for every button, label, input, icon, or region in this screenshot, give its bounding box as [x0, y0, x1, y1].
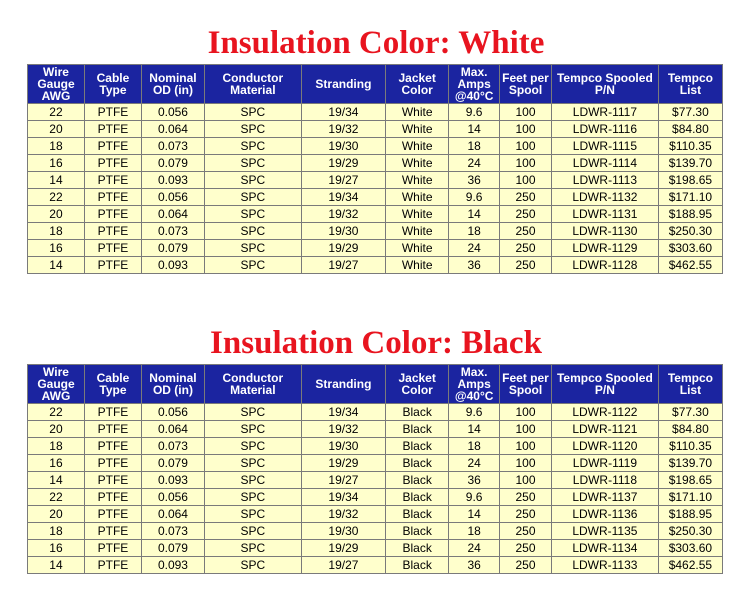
cell-cable-type: PTFE	[85, 138, 141, 154]
cell-nominal-od: 0.064	[142, 206, 204, 222]
cell-list-price: $171.10	[659, 189, 722, 205]
table-row	[28, 240, 722, 256]
header-row	[28, 365, 722, 403]
cell-max-amps: 9.6	[449, 404, 499, 420]
header-nominal-od: Nominal OD (in)	[142, 65, 204, 103]
header-conductor-material: Conductor Material	[205, 65, 301, 103]
section-black-insulation	[0, 322, 752, 572]
cell-cable-type: PTFE	[85, 540, 141, 556]
cell-cable-type: PTFE	[85, 523, 141, 539]
cell-list-price: $250.30	[659, 223, 722, 239]
cell-nominal-od: 0.079	[142, 455, 204, 471]
cell-max-amps: 24	[449, 455, 499, 471]
cell-feet-per-spool: 250	[500, 540, 551, 556]
cell-wire-gauge: 22	[28, 104, 84, 120]
cell-feet-per-spool: 100	[500, 155, 551, 171]
cell-jacket-color: Black	[386, 506, 448, 522]
cell-jacket-color: Black	[386, 540, 448, 556]
table-row	[28, 223, 722, 239]
cell-nominal-od: 0.056	[142, 104, 204, 120]
cell-stranding: 19/29	[302, 155, 385, 171]
cell-nominal-od: 0.093	[142, 257, 204, 273]
cell-cable-type: PTFE	[85, 104, 141, 120]
cell-stranding: 19/30	[302, 523, 385, 539]
cell-stranding: 19/30	[302, 438, 385, 454]
cell-wire-gauge: 16	[28, 155, 84, 171]
cell-max-amps: 36	[449, 557, 499, 573]
cell-stranding: 19/27	[302, 557, 385, 573]
cell-nominal-od: 0.073	[142, 523, 204, 539]
table-row	[28, 438, 722, 454]
wire-spec-table-white	[27, 64, 723, 274]
cell-max-amps: 18	[449, 438, 499, 454]
cell-wire-gauge: 20	[28, 506, 84, 522]
cell-spooled-pn: LDWR-1115	[552, 138, 658, 154]
cell-jacket-color: White	[386, 155, 448, 171]
cell-wire-gauge: 14	[28, 172, 84, 188]
cell-feet-per-spool: 250	[500, 240, 551, 256]
cell-nominal-od: 0.056	[142, 189, 204, 205]
cell-stranding: 19/34	[302, 104, 385, 120]
table-body-black	[28, 404, 722, 573]
cell-wire-gauge: 20	[28, 421, 84, 437]
cell-list-price: $84.80	[659, 421, 722, 437]
cell-wire-gauge: 22	[28, 404, 84, 420]
cell-list-price: $188.95	[659, 206, 722, 222]
cell-jacket-color: White	[386, 257, 448, 273]
cell-cable-type: PTFE	[85, 240, 141, 256]
header-nominal-od: Nominal OD (in)	[142, 365, 204, 403]
table-row	[28, 506, 722, 522]
cell-max-amps: 9.6	[449, 189, 499, 205]
cell-nominal-od: 0.064	[142, 121, 204, 137]
cell-feet-per-spool: 250	[500, 189, 551, 205]
cell-max-amps: 14	[449, 206, 499, 222]
cell-cable-type: PTFE	[85, 421, 141, 437]
cell-list-price: $462.55	[659, 557, 722, 573]
cell-max-amps: 9.6	[449, 104, 499, 120]
cell-cable-type: PTFE	[85, 121, 141, 137]
cell-wire-gauge: 18	[28, 138, 84, 154]
cell-nominal-od: 0.056	[142, 404, 204, 420]
cell-stranding: 19/30	[302, 138, 385, 154]
header-wire-gauge: Wire Gauge AWG	[28, 65, 84, 103]
table-row	[28, 404, 722, 420]
cell-feet-per-spool: 250	[500, 489, 551, 505]
header-spooled-pn: Tempco Spooled P/N	[552, 365, 658, 403]
cell-list-price: $77.30	[659, 404, 722, 420]
cell-wire-gauge: 22	[28, 189, 84, 205]
cell-max-amps: 18	[449, 138, 499, 154]
table-row	[28, 172, 722, 188]
cell-spooled-pn: LDWR-1122	[552, 404, 658, 420]
cell-feet-per-spool: 100	[500, 172, 551, 188]
cell-nominal-od: 0.073	[142, 138, 204, 154]
cell-conductor-material: SPC	[205, 104, 301, 120]
cell-spooled-pn: LDWR-1113	[552, 172, 658, 188]
cell-cable-type: PTFE	[85, 472, 141, 488]
cell-nominal-od: 0.056	[142, 489, 204, 505]
cell-conductor-material: SPC	[205, 121, 301, 137]
table-row	[28, 540, 722, 556]
cell-conductor-material: SPC	[205, 138, 301, 154]
cell-conductor-material: SPC	[205, 257, 301, 273]
cell-cable-type: PTFE	[85, 455, 141, 471]
cell-max-amps: 14	[449, 506, 499, 522]
table-row	[28, 489, 722, 505]
cell-feet-per-spool: 250	[500, 223, 551, 239]
table-header-row	[28, 65, 722, 103]
cell-conductor-material: SPC	[205, 404, 301, 420]
header-stranding: Stranding	[302, 365, 385, 403]
cell-nominal-od: 0.073	[142, 223, 204, 239]
table-row	[28, 557, 722, 573]
header-cable-type: Cable Type	[85, 365, 141, 403]
cell-feet-per-spool: 100	[500, 121, 551, 137]
cell-max-amps: 24	[449, 240, 499, 256]
cell-wire-gauge: 16	[28, 540, 84, 556]
cell-cable-type: PTFE	[85, 172, 141, 188]
cell-list-price: $462.55	[659, 257, 722, 273]
cell-cable-type: PTFE	[85, 257, 141, 273]
cell-nominal-od: 0.079	[142, 240, 204, 256]
cell-spooled-pn: LDWR-1137	[552, 489, 658, 505]
cell-feet-per-spool: 250	[500, 206, 551, 222]
header-stranding: Stranding	[302, 65, 385, 103]
cell-conductor-material: SPC	[205, 223, 301, 239]
cell-conductor-material: SPC	[205, 557, 301, 573]
cell-jacket-color: White	[386, 206, 448, 222]
cell-max-amps: 14	[449, 121, 499, 137]
cell-feet-per-spool: 100	[500, 472, 551, 488]
cell-spooled-pn: LDWR-1114	[552, 155, 658, 171]
table-row	[28, 523, 722, 539]
header-max-amps: Max. Amps @40°C	[449, 365, 499, 403]
cell-feet-per-spool: 250	[500, 523, 551, 539]
cell-cable-type: PTFE	[85, 506, 141, 522]
cell-list-price: $303.60	[659, 240, 722, 256]
cell-spooled-pn: LDWR-1120	[552, 438, 658, 454]
cell-stranding: 19/34	[302, 489, 385, 505]
cell-conductor-material: SPC	[205, 189, 301, 205]
cell-max-amps: 18	[449, 523, 499, 539]
section-title-black: Insulation Color: Black	[210, 325, 542, 361]
cell-list-price: $171.10	[659, 489, 722, 505]
cell-max-amps: 14	[449, 421, 499, 437]
table-row	[28, 206, 722, 222]
cell-list-price: $188.95	[659, 506, 722, 522]
cell-nominal-od: 0.093	[142, 557, 204, 573]
cell-wire-gauge: 20	[28, 121, 84, 137]
cell-spooled-pn: LDWR-1116	[552, 121, 658, 137]
cell-jacket-color: Black	[386, 523, 448, 539]
cell-list-price: $198.65	[659, 472, 722, 488]
cell-jacket-color: Black	[386, 455, 448, 471]
cell-spooled-pn: LDWR-1131	[552, 206, 658, 222]
cell-spooled-pn: LDWR-1119	[552, 455, 658, 471]
cell-max-amps: 9.6	[449, 489, 499, 505]
cell-feet-per-spool: 100	[500, 138, 551, 154]
cell-nominal-od: 0.093	[142, 172, 204, 188]
cell-conductor-material: SPC	[205, 472, 301, 488]
header-list-price: Tempco List	[659, 65, 722, 103]
cell-nominal-od: 0.079	[142, 540, 204, 556]
cell-conductor-material: SPC	[205, 506, 301, 522]
cell-max-amps: 36	[449, 257, 499, 273]
cell-list-price: $139.70	[659, 155, 722, 171]
cell-wire-gauge: 20	[28, 206, 84, 222]
cell-max-amps: 36	[449, 172, 499, 188]
wire-spec-table-black	[27, 364, 723, 574]
cell-stranding: 19/29	[302, 240, 385, 256]
cell-spooled-pn: LDWR-1129	[552, 240, 658, 256]
cell-jacket-color: Black	[386, 438, 448, 454]
table-row	[28, 104, 722, 120]
cell-jacket-color: White	[386, 223, 448, 239]
cell-conductor-material: SPC	[205, 206, 301, 222]
cell-nominal-od: 0.093	[142, 472, 204, 488]
cell-stranding: 19/32	[302, 121, 385, 137]
cell-conductor-material: SPC	[205, 172, 301, 188]
table-row	[28, 455, 722, 471]
cell-nominal-od: 0.064	[142, 421, 204, 437]
cell-list-price: $110.35	[659, 438, 722, 454]
cell-jacket-color: White	[386, 104, 448, 120]
table-row	[28, 189, 722, 205]
cell-list-price: $77.30	[659, 104, 722, 120]
cell-stranding: 19/27	[302, 172, 385, 188]
cell-jacket-color: White	[386, 138, 448, 154]
cell-feet-per-spool: 100	[500, 404, 551, 420]
header-wire-gauge: Wire Gauge AWG	[28, 365, 84, 403]
cell-cable-type: PTFE	[85, 438, 141, 454]
header-feet-per-spool: Feet per Spool	[500, 65, 551, 103]
cell-jacket-color: Black	[386, 472, 448, 488]
cell-feet-per-spool: 100	[500, 421, 551, 437]
cell-list-price: $139.70	[659, 455, 722, 471]
table-body-white	[28, 104, 722, 273]
cell-conductor-material: SPC	[205, 523, 301, 539]
header-jacket-color: Jacket Color	[386, 65, 448, 103]
table-row	[28, 257, 722, 273]
cell-jacket-color: White	[386, 172, 448, 188]
table-row	[28, 138, 722, 154]
cell-jacket-color: White	[386, 189, 448, 205]
cell-conductor-material: SPC	[205, 455, 301, 471]
cell-stranding: 19/32	[302, 506, 385, 522]
cell-nominal-od: 0.079	[142, 155, 204, 171]
cell-feet-per-spool: 100	[500, 438, 551, 454]
cell-jacket-color: White	[386, 240, 448, 256]
cell-conductor-material: SPC	[205, 489, 301, 505]
cell-conductor-material: SPC	[205, 421, 301, 437]
table-row	[28, 121, 722, 137]
cell-stranding: 19/30	[302, 223, 385, 239]
header-max-amps: Max. Amps @40°C	[449, 65, 499, 103]
cell-wire-gauge: 18	[28, 223, 84, 239]
cell-wire-gauge: 14	[28, 557, 84, 573]
cell-nominal-od: 0.064	[142, 506, 204, 522]
cell-spooled-pn: LDWR-1130	[552, 223, 658, 239]
cell-cable-type: PTFE	[85, 223, 141, 239]
header-row	[28, 65, 722, 103]
table-row	[28, 421, 722, 437]
cell-wire-gauge: 18	[28, 438, 84, 454]
cell-cable-type: PTFE	[85, 557, 141, 573]
cell-feet-per-spool: 100	[500, 104, 551, 120]
cell-max-amps: 24	[449, 155, 499, 171]
cell-spooled-pn: LDWR-1117	[552, 104, 658, 120]
cell-stranding: 19/34	[302, 404, 385, 420]
cell-spooled-pn: LDWR-1132	[552, 189, 658, 205]
cell-stranding: 19/29	[302, 540, 385, 556]
cell-wire-gauge: 22	[28, 489, 84, 505]
cell-cable-type: PTFE	[85, 489, 141, 505]
header-cable-type: Cable Type	[85, 65, 141, 103]
header-conductor-material: Conductor Material	[205, 365, 301, 403]
cell-stranding: 19/27	[302, 472, 385, 488]
cell-list-price: $110.35	[659, 138, 722, 154]
table-row	[28, 155, 722, 171]
cell-feet-per-spool: 250	[500, 506, 551, 522]
cell-max-amps: 18	[449, 223, 499, 239]
cell-stranding: 19/34	[302, 189, 385, 205]
cell-spooled-pn: LDWR-1136	[552, 506, 658, 522]
cell-stranding: 19/29	[302, 455, 385, 471]
cell-max-amps: 24	[449, 540, 499, 556]
cell-jacket-color: White	[386, 121, 448, 137]
section-title-white: Insulation Color: White	[207, 25, 545, 61]
cell-cable-type: PTFE	[85, 206, 141, 222]
cell-spooled-pn: LDWR-1135	[552, 523, 658, 539]
header-list-price: Tempco List	[659, 365, 722, 403]
table-header-row	[28, 365, 722, 403]
cell-spooled-pn: LDWR-1128	[552, 257, 658, 273]
cell-wire-gauge: 14	[28, 472, 84, 488]
cell-list-price: $198.65	[659, 172, 722, 188]
cell-conductor-material: SPC	[205, 240, 301, 256]
cell-wire-gauge: 18	[28, 523, 84, 539]
cell-stranding: 19/32	[302, 421, 385, 437]
cell-jacket-color: Black	[386, 421, 448, 437]
cell-spooled-pn: LDWR-1133	[552, 557, 658, 573]
cell-jacket-color: Black	[386, 404, 448, 420]
cell-wire-gauge: 16	[28, 240, 84, 256]
header-jacket-color: Jacket Color	[386, 365, 448, 403]
cell-wire-gauge: 14	[28, 257, 84, 273]
cell-nominal-od: 0.073	[142, 438, 204, 454]
cell-jacket-color: Black	[386, 489, 448, 505]
header-feet-per-spool: Feet per Spool	[500, 365, 551, 403]
section-white-insulation	[0, 22, 752, 272]
cell-wire-gauge: 16	[28, 455, 84, 471]
cell-stranding: 19/27	[302, 257, 385, 273]
cell-cable-type: PTFE	[85, 404, 141, 420]
cell-feet-per-spool: 250	[500, 557, 551, 573]
cell-list-price: $250.30	[659, 523, 722, 539]
cell-stranding: 19/32	[302, 206, 385, 222]
cell-cable-type: PTFE	[85, 155, 141, 171]
cell-list-price: $84.80	[659, 121, 722, 137]
cell-spooled-pn: LDWR-1121	[552, 421, 658, 437]
cell-conductor-material: SPC	[205, 155, 301, 171]
cell-list-price: $303.60	[659, 540, 722, 556]
cell-spooled-pn: LDWR-1118	[552, 472, 658, 488]
cell-spooled-pn: LDWR-1134	[552, 540, 658, 556]
cell-max-amps: 36	[449, 472, 499, 488]
table-row	[28, 472, 722, 488]
header-spooled-pn: Tempco Spooled P/N	[552, 65, 658, 103]
cell-jacket-color: Black	[386, 557, 448, 573]
cell-conductor-material: SPC	[205, 438, 301, 454]
cell-feet-per-spool: 250	[500, 257, 551, 273]
cell-cable-type: PTFE	[85, 189, 141, 205]
cell-feet-per-spool: 100	[500, 455, 551, 471]
cell-conductor-material: SPC	[205, 540, 301, 556]
